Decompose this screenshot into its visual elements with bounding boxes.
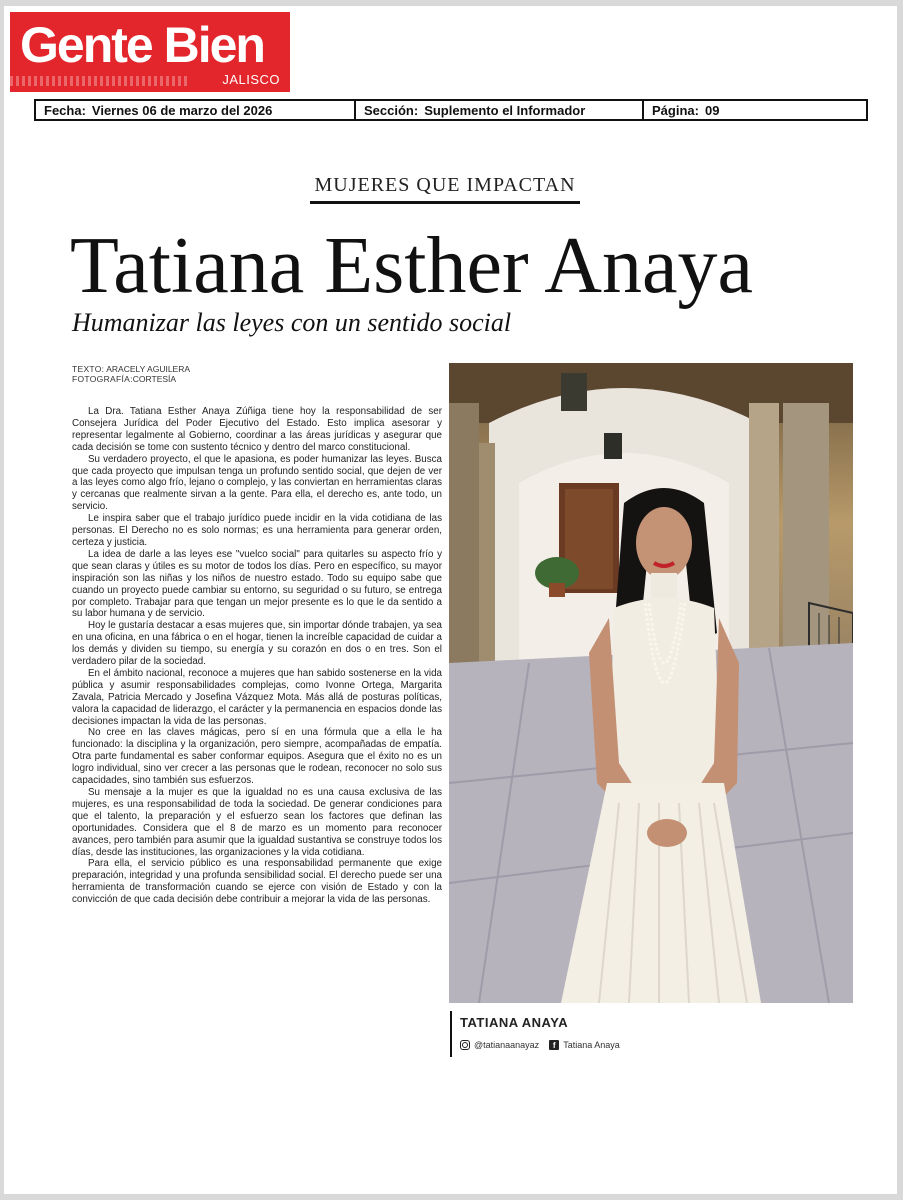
article-paragraph: Su mensaje a la mujer es que la igualdad no es una causa exclusiva de las mujeres, es una responsabilidad de toda la sociedad. De generar condiciones para que el talento, la preparación y el esfuerzo sean los factores que definan las oportunidades. Considera que el 8 de marzo es un momento para reconocer avances, pero también para asumir que la igualdad sustantiva se construye todos los días, desde las instituciones, las organizaciones y la vida cotidiana.	[72, 787, 442, 858]
photo-caption-name: TATIANA ANAYA	[460, 1015, 569, 1030]
article-paragraph: No cree en las claves mágicas, pero sí en una fórmula que a ella le ha funcionado: la disciplina y la organización, pero siempre, acompañadas de empatía. Otra parte fundamental es saber conformar equipos. Asegura que el éxito no es un logro individual, sino ver crecer a las personas que le rodean, reconocer no solo sus capacidades, sino también sus esfuerzos.	[72, 727, 442, 787]
section-cell	[356, 101, 644, 119]
page-value: 09	[704, 102, 720, 118]
portrait-illustration	[449, 363, 853, 1003]
text-credit	[72, 364, 190, 374]
date-cell	[36, 101, 356, 119]
page-label: Página:	[652, 102, 699, 118]
article-paragraph: Le inspira saber que el trabajo jurídico puede incidir en la vida cotidiana de las personas. El Derecho no es solo normas; es una herramienta para generar orden, certeza y justicia.	[72, 513, 442, 548]
section-value: Suplemento el Informador	[424, 102, 586, 118]
logo-stripes	[10, 76, 190, 86]
article-paragraph: Hoy le gustaría destacar a esas mujeres que, sin importar dónde trabajen, ya sea en una oficina, en una fábrica o en el hogar, tienen la increíble capacidad de cuidar a los demás y dividen su tiempo, su energía y su corazón en dos o en tres. Son el verdadero pilar de la sociedad.	[72, 620, 442, 668]
article-paragraph: En el ámbito nacional, reconoce a mujeres que han sabido sostenerse en la vida pública y asumir responsabilidades complejas, como Ivonne Ortega, Margarita Zavala, Patricia Mercado y Josefina Vázquez Mota. Más allá de posturas políticas, valora la capacidad de liderazgo, el carácter y la permanencia en espacios donde las decisiones impactan la vida de las personas.	[72, 667, 442, 727]
article-paragraph: Para ella, el servicio público es una responsabilidad permanente que exige preparación, integridad y una profunda sensibilidad social. El derecho puede ser una herramienta de transformación cuando se ejerce con visión de Estado y con la convicción de que cada decisión debe contribuir a mejorar la vida de las personas.	[72, 858, 442, 906]
date-value: Viernes 06 de marzo del 2026	[91, 102, 273, 118]
publication-info-bar	[34, 99, 868, 121]
photo-credit-label: FOTOGRAFÍA:	[72, 374, 133, 384]
photo-credit-value: CORTESÍA	[132, 374, 177, 384]
social-links	[460, 1040, 620, 1050]
article-paragraph: Su verdadero proyecto, el que le apasiona, es poder humanizar las leyes. Busca que cada proyecto que impulsan tenga un profundo sentido social, que dejen de ver a las leyes como algo frío, lejano o complejo, y las conviertan en herramientas claras y cercanas que realmente sirvan a la gente. Para ella, el derecho es, ante todo, un servicio.	[72, 453, 442, 513]
logo-brand: Gente Bien	[20, 17, 264, 73]
caption-divider	[450, 1011, 452, 1057]
text-credit-value: ARACELY AGUILERA	[106, 364, 191, 374]
logo-region: JALISCO	[222, 72, 280, 87]
instagram-handle[interactable]: @tatianaanayaz	[474, 1040, 540, 1050]
section-label: Sección:	[364, 102, 419, 118]
date-label: Fecha:	[44, 102, 86, 118]
article-subtitle: Humanizar las leyes con un sentido social	[72, 308, 512, 337]
article-credits	[72, 364, 190, 384]
article-title: Tatiana Esther Anaya	[70, 222, 754, 310]
article-paragraph: La Dra. Tatiana Esther Anaya Zúñiga tiene hoy la responsabilidad de ser Consejera Jurídica del Poder Ejecutivo del Estado. Esto implica asesorar y representar legalmente al Gobierno, coordinar a las áreas jurídicas y asegurar que cada decisión se tome con sustento técnico y dentro del marco constitucional.	[72, 406, 442, 453]
photo-credit	[72, 374, 190, 384]
section-kicker: MUJERES QUE IMPACTAN	[310, 174, 580, 204]
gente-bien-logo	[10, 12, 290, 92]
facebook-icon: f	[549, 1040, 559, 1050]
instagram-icon	[460, 1040, 470, 1050]
text-credit-label: TEXTO:	[72, 364, 105, 374]
page-cell	[644, 101, 866, 119]
article-paragraph: La idea de darle a las leyes ese "vuelco social" para quitarles su aspecto frío y que sean claras y útiles es su motor de todos los días. Pero en específico, su mayor inspiración son las niñas y los niños de nuestro estado. Todo su equipo sabe que cuando un proyecto puede cambiar su entorno, su seguridad o su futuro, se entrega por completo. Trabajar para que tengan un mejor presente es lo que le da sentido a su labor humana y de servicio.	[72, 548, 442, 620]
article-body	[72, 406, 442, 906]
facebook-name[interactable]: Tatiana Anaya	[563, 1040, 620, 1050]
portrait-photo	[449, 363, 853, 1003]
newspaper-page	[4, 6, 897, 1194]
